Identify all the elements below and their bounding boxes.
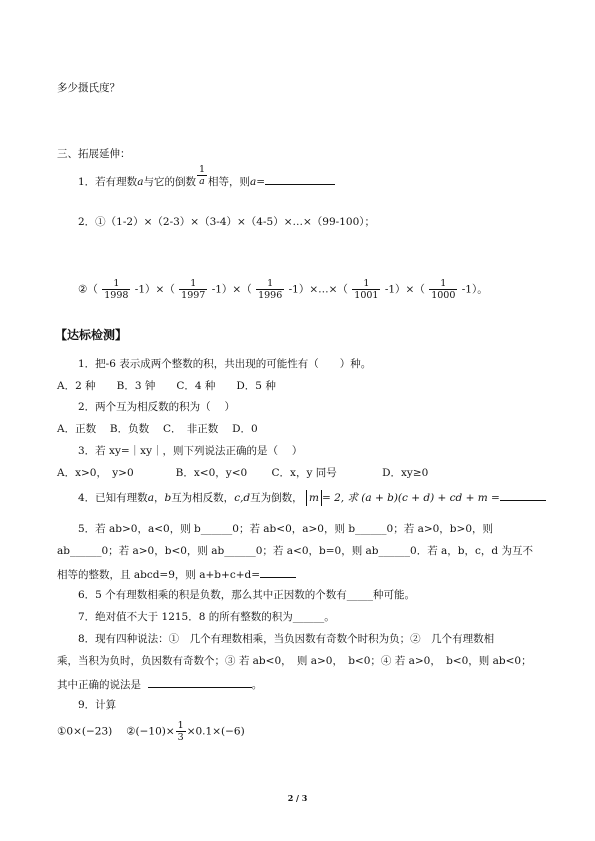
answer-blank[interactable] [260, 565, 296, 578]
assess-q6: 6．5 个有理数相乘的积是负数，那么其中正因数的个数有_____种可能。 [78, 589, 415, 601]
assess-q1: 1．把-6 表示成两个整数的积，共出现的可能性有（ ）种。 [78, 358, 372, 370]
page-number: 2 / 3 [287, 793, 308, 803]
section-title-extension: 三、拓展延伸： [57, 148, 131, 160]
assess-q9-expression: ①0×(−23) ②(−10)× $\frac{1}{3}$ ×0.1×(−6) [57, 720, 245, 743]
assess-q3: 3．若 xy=｜xy｜，则下列说法正确的是（ ） [78, 445, 303, 457]
answer-blank[interactable] [265, 172, 335, 185]
assess-q4: 4．已知有理数a，b互为相反数，c,d互为倒数， m = 2, 求 (a + b)(c + d) + cd + m = [78, 488, 546, 506]
assess-q5-line1: 5．若 ab>0，a<0，则 b______0；若 ab<0，a>0，则 b______0；若 a>0，b>0，则 [78, 523, 494, 535]
assess-q8-line1: 8．现有四种说法：① 几个有理数相乘，当负因数有奇数个时积为负；② 几个有理数相 [78, 633, 495, 645]
assess-q7: 7．绝对值不大于 1215．8 的所有整数的积为______。 [78, 611, 335, 623]
question-2b: ②（ $\frac{1}{1998}$ -1）×（ $\frac{1}{1997}$ -1）×（ $\frac{1}{1996}$ -1）×…×（ $\frac{1}{1001}$ -1）×（ $\frac{1}{1000}$ -1）。 [78, 278, 488, 301]
section-title-assessment: 【达标检测】 [55, 328, 128, 342]
answer-blank[interactable] [148, 675, 252, 688]
carryover-text: 多少摄氏度？ [57, 82, 120, 94]
question-1: 1．若有理数a与它的倒数 $\frac{1}{a}$ 相等，则a= [78, 172, 335, 190]
assess-q2: 2．两个互为相反数的积为（ ） [78, 401, 236, 413]
fraction-1-over-a: $\frac{1}{a}$ [198, 163, 205, 187]
assess-q1-options: A．2 种 B．3 钟 C．4 种 D．5 种 [57, 380, 276, 392]
assess-q3-options: A．x>0， y>0 B．x<0，y<0 C．x，y 同号 D．xy≥0 [57, 467, 429, 479]
assess-q8-line2: 乘，当积为负时，负因数有奇数个；③ 若 ab<0， 则 a>0， b<0；④ 若 a>0， b<0，则 ab<0； [57, 655, 532, 667]
question-2: 2．①（1-2）×（2-3）×（3-4）×（4-5）×…×（99-100）； [78, 216, 376, 228]
assess-q9: 9．计算 [78, 699, 117, 711]
assess-q8-line3: 其中正确的说法是 。 [57, 675, 262, 693]
answer-blank[interactable] [500, 488, 546, 501]
assess-q5-line2: ab______0；若 a>0，b<0，则 ab______0；若 a<0，b=0，则 ab______0．若 a，b，c，d 为互不 [57, 545, 533, 557]
assess-q2-options: A．正数 B．负数 C． 非正数 D．0 [57, 423, 258, 435]
assess-q5-line3: 相等的整数，且 abcd=9，则 a+b+c+d= [57, 565, 296, 583]
